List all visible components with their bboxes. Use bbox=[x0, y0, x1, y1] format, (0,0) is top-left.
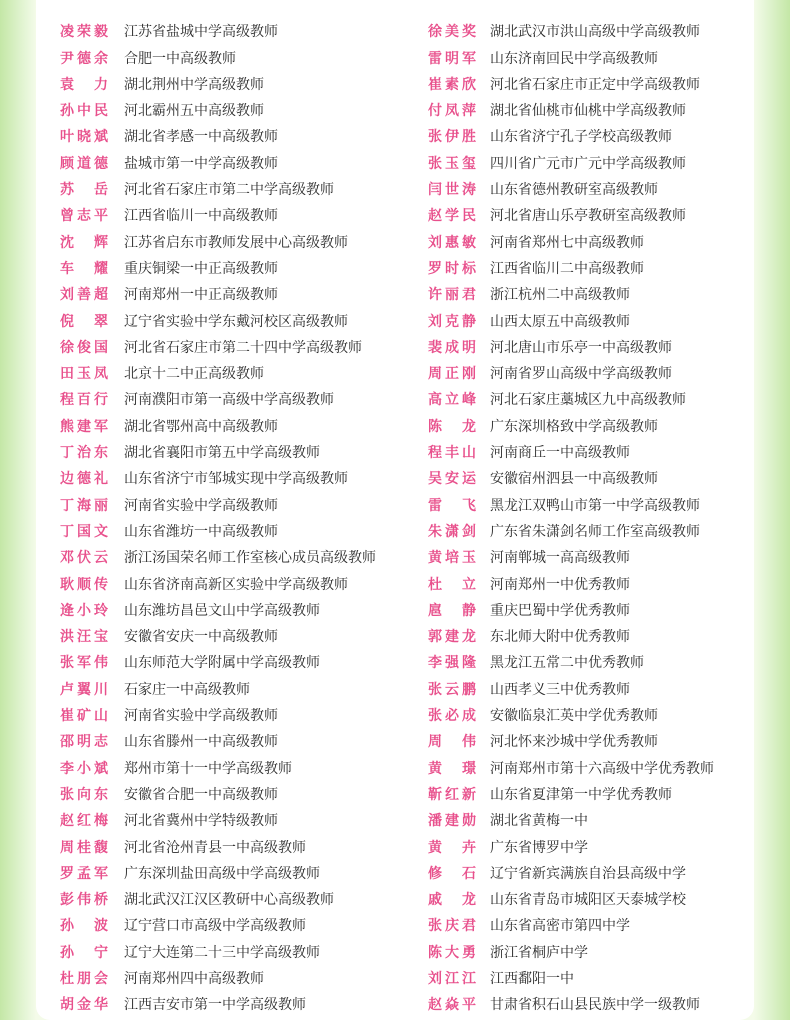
teacher-title: 重庆巴蜀中学优秀教师 bbox=[490, 602, 630, 619]
teacher-name: 陈龙 bbox=[428, 418, 476, 435]
teacher-name: 周伟 bbox=[428, 734, 476, 751]
teacher-title: 广东省博罗中学 bbox=[490, 839, 588, 856]
teacher-title: 湖北省黄梅一中 bbox=[490, 813, 588, 830]
teacher-title: 湖北荆州中学高级教师 bbox=[124, 76, 264, 93]
teacher-title: 辽宁大连第二十三中学高级教师 bbox=[124, 944, 320, 961]
teacher-name: 徐美奖 bbox=[428, 24, 476, 41]
teacher-title: 河北省石家庄市正定中学高级教师 bbox=[490, 76, 700, 93]
teacher-name: 刘惠敏 bbox=[428, 234, 476, 251]
teacher-title: 湖北武汉市洪山高级中学高级教师 bbox=[490, 24, 700, 41]
teacher-title: 山东省夏津第一中学优秀教师 bbox=[490, 786, 672, 803]
teacher-title: 安徽省安庆一中高级教师 bbox=[124, 629, 278, 646]
teacher-name: 扈静 bbox=[428, 602, 476, 619]
teacher-name: 许丽君 bbox=[428, 287, 476, 304]
teacher-title: 河南郑州市第十六高级中学优秀教师 bbox=[490, 760, 714, 777]
teacher-row bbox=[0, 756, 790, 782]
teacher-title: 广东深圳盐田高级中学高级教师 bbox=[124, 865, 320, 882]
teacher-name: 裴成明 bbox=[428, 339, 476, 356]
teacher-name: 靳红新 bbox=[428, 786, 476, 803]
teacher-row bbox=[0, 966, 790, 992]
teacher-name: 边德礼 bbox=[60, 471, 108, 488]
teacher-title: 河南濮阳市第一高级中学高级教师 bbox=[124, 392, 334, 409]
teacher-name: 尹德余 bbox=[60, 50, 108, 67]
teacher-title: 黑龙江五常二中优秀教师 bbox=[490, 655, 644, 672]
teacher-row bbox=[0, 440, 790, 466]
teacher-title: 辽宁营口市高级中学高级教师 bbox=[124, 918, 306, 935]
teacher-name: 修石 bbox=[428, 865, 476, 882]
teacher-title: 河北唐山市乐亭一中高级教师 bbox=[490, 339, 672, 356]
teacher-title: 广东深圳格致中学高级教师 bbox=[490, 418, 658, 435]
teacher-name: 崔素欣 bbox=[428, 76, 476, 93]
teacher-name: 陈大勇 bbox=[428, 944, 476, 961]
teacher-name: 张向东 bbox=[60, 786, 108, 803]
teacher-title: 江苏省启东市教师发展中心高级教师 bbox=[124, 234, 348, 251]
teacher-name: 彭伟桥 bbox=[60, 892, 108, 909]
teacher-name: 张必成 bbox=[428, 708, 476, 725]
teacher-name: 程百行 bbox=[60, 392, 108, 409]
teacher-name: 丁治东 bbox=[60, 445, 108, 462]
teacher-name: 张云鹏 bbox=[428, 681, 476, 698]
teacher-row bbox=[0, 835, 790, 861]
teacher-row bbox=[0, 782, 790, 808]
teacher-title: 江西吉安市第一中学高级教师 bbox=[124, 997, 306, 1014]
teacher-name: 洪汪宝 bbox=[60, 629, 108, 646]
teacher-title: 河南郑州一中正高级教师 bbox=[124, 287, 278, 304]
teacher-title: 山东省济宁孔子学校高级教师 bbox=[490, 129, 672, 146]
teacher-row bbox=[0, 203, 790, 229]
teacher-row bbox=[0, 230, 790, 256]
teacher-name: 周正刚 bbox=[428, 366, 476, 383]
teacher-title: 河北霸州五中高级教师 bbox=[124, 103, 264, 120]
teacher-row bbox=[0, 729, 790, 755]
teacher-title: 河南商丘一中高级教师 bbox=[490, 445, 630, 462]
teacher-name: 黄璟 bbox=[428, 760, 476, 777]
teacher-title: 山东济南回民中学高级教师 bbox=[490, 50, 658, 67]
teacher-title: 河北省冀州中学特级教师 bbox=[124, 813, 278, 830]
teacher-title: 山东省济南高新区实验中学高级教师 bbox=[124, 576, 348, 593]
teacher-title: 河南郸城一高高级教师 bbox=[490, 550, 630, 567]
teacher-name: 刘善超 bbox=[60, 287, 108, 304]
teacher-row bbox=[0, 624, 790, 650]
teacher-title: 山东省青岛市城阳区天泰城学校 bbox=[490, 892, 686, 909]
teacher-title: 河南郑州四中高级教师 bbox=[124, 970, 264, 987]
teacher-title: 湖北省鄂州高中高级教师 bbox=[124, 418, 278, 435]
teacher-row bbox=[0, 545, 790, 571]
teacher-name: 雷飞 bbox=[428, 497, 476, 514]
teacher-title: 山东省潍坊一中高级教师 bbox=[124, 523, 278, 540]
teacher-title: 河南省实验中学高级教师 bbox=[124, 708, 278, 725]
teacher-name: 丁海丽 bbox=[60, 497, 108, 514]
teacher-name: 黄培玉 bbox=[428, 550, 476, 567]
teacher-name: 程丰山 bbox=[428, 445, 476, 462]
teacher-row bbox=[0, 493, 790, 519]
teacher-row bbox=[0, 0, 790, 19]
teacher-name: 熊建军 bbox=[60, 418, 108, 435]
teacher-title: 河南省实验中学高级教师 bbox=[124, 497, 278, 514]
teacher-title: 四川省广元市广元中学高级教师 bbox=[490, 155, 686, 172]
teacher-title: 辽宁省新宾满族自治县高级中学 bbox=[490, 865, 686, 882]
teacher-name: 沈辉 bbox=[60, 234, 108, 251]
teacher-row bbox=[0, 808, 790, 834]
teacher-name: 凌荣毅 bbox=[60, 24, 108, 41]
teacher-name: 杜立 bbox=[428, 576, 476, 593]
teacher-title: 山东潍坊昌邑文山中学高级教师 bbox=[124, 602, 320, 619]
teacher-name: 张军伟 bbox=[60, 655, 108, 672]
teacher-title: 山西孝义三中优秀教师 bbox=[490, 681, 630, 698]
teacher-name: 胡金华 bbox=[60, 997, 108, 1014]
teacher-title: 河北石家庄藁城区九中高级教师 bbox=[490, 392, 686, 409]
teacher-name: 闫世涛 bbox=[428, 182, 476, 199]
teacher-name: 苏岳 bbox=[60, 182, 108, 199]
teacher-title: 河南省郑州七中高级教师 bbox=[490, 234, 644, 251]
teacher-title: 山东省滕州一中高级教师 bbox=[124, 734, 278, 751]
teacher-name: 耿顺传 bbox=[60, 576, 108, 593]
teacher-name: 黄卉 bbox=[428, 839, 476, 856]
teacher-row bbox=[0, 466, 790, 492]
teacher-row bbox=[0, 861, 790, 887]
teacher-title: 黑龙江双鸭山市第一中学高级教师 bbox=[490, 497, 700, 514]
teacher-name: 孙宁 bbox=[60, 944, 108, 961]
teacher-name: 朱潇剑 bbox=[428, 523, 476, 540]
teacher-name: 吴安运 bbox=[428, 471, 476, 488]
teacher-name: 周桂馥 bbox=[60, 839, 108, 856]
teacher-name: 田玉凤 bbox=[60, 366, 108, 383]
teacher-title: 山东省高密市第四中学 bbox=[490, 918, 630, 935]
teacher-title: 河北省石家庄市第二十四中学高级教师 bbox=[124, 339, 362, 356]
teacher-title: 湖北省襄阳市第五中学高级教师 bbox=[124, 445, 320, 462]
teacher-title: 合肥一中高级教师 bbox=[124, 50, 236, 67]
teacher-name: 徐俊国 bbox=[60, 339, 108, 356]
teacher-title: 东北师大附中优秀教师 bbox=[490, 629, 630, 646]
teacher-title: 安徽省合肥一中高级教师 bbox=[124, 786, 278, 803]
teacher-row bbox=[0, 282, 790, 308]
teacher-title: 湖北武汉江汉区教研中心高级教师 bbox=[124, 892, 334, 909]
teacher-row bbox=[0, 124, 790, 150]
teacher-name: 邓伏云 bbox=[60, 550, 108, 567]
teacher-name: 孙波 bbox=[60, 918, 108, 935]
teacher-name: 丁国文 bbox=[60, 523, 108, 540]
teacher-name: 崔矿山 bbox=[60, 708, 108, 725]
teacher-title: 郑州市第十一中学高级教师 bbox=[124, 760, 292, 777]
teacher-name: 雷明军 bbox=[428, 50, 476, 67]
teacher-name: 李强隆 bbox=[428, 655, 476, 672]
teacher-name: 曾志平 bbox=[60, 208, 108, 225]
teacher-title: 河北怀来沙城中学优秀教师 bbox=[490, 734, 658, 751]
teacher-name: 逄小玲 bbox=[60, 602, 108, 619]
teacher-row bbox=[0, 650, 790, 676]
teacher-title: 河南郑州一中优秀教师 bbox=[490, 576, 630, 593]
teacher-row bbox=[0, 598, 790, 624]
teacher-row bbox=[0, 335, 790, 361]
teacher-name: 赵焱平 bbox=[428, 997, 476, 1014]
teacher-name: 张玉玺 bbox=[428, 155, 476, 172]
teacher-title: 河南省罗山高级中学高级教师 bbox=[490, 366, 672, 383]
teacher-title: 河北省石家庄市第二中学高级教师 bbox=[124, 182, 334, 199]
teacher-title: 安徽临泉汇英中学优秀教师 bbox=[490, 708, 658, 725]
teacher-name: 倪翠 bbox=[60, 313, 108, 330]
teacher-title: 山东省济宁市邹城实现中学高级教师 bbox=[124, 471, 348, 488]
teacher-row bbox=[0, 309, 790, 335]
teacher-name: 袁力 bbox=[60, 76, 108, 93]
teacher-row bbox=[0, 940, 790, 966]
teacher-name: 张庆君 bbox=[428, 918, 476, 935]
teacher-title: 河北省沧州青县一中高级教师 bbox=[124, 839, 306, 856]
teacher-title: 江西省临川一中高级教师 bbox=[124, 208, 278, 225]
teacher-row bbox=[0, 519, 790, 545]
teacher-name: 郭建龙 bbox=[428, 629, 476, 646]
teacher-row bbox=[0, 913, 790, 939]
teacher-row bbox=[0, 992, 790, 1018]
teacher-title: 浙江杭州二中高级教师 bbox=[490, 287, 630, 304]
teacher-title: 辽宁省实验中学东戴河校区高级教师 bbox=[124, 313, 348, 330]
teacher-row bbox=[0, 151, 790, 177]
teacher-title: 北京十二中正高级教师 bbox=[124, 366, 264, 383]
teacher-title: 湖北省仙桃市仙桃中学高级教师 bbox=[490, 103, 686, 120]
teacher-title: 浙江省桐庐中学 bbox=[490, 944, 588, 961]
teacher-name: 高立峰 bbox=[428, 392, 476, 409]
teacher-title: 盐城市第一中学高级教师 bbox=[124, 155, 278, 172]
teacher-name: 叶晓斌 bbox=[60, 129, 108, 146]
teacher-title: 广东省朱潇剑名师工作室高级教师 bbox=[490, 523, 700, 540]
teacher-name: 付凤萍 bbox=[428, 103, 476, 120]
teacher-title: 石家庄一中高级教师 bbox=[124, 681, 250, 698]
teacher-name: 赵学民 bbox=[428, 208, 476, 225]
teacher-name: 杜朋会 bbox=[60, 970, 108, 987]
teacher-row bbox=[0, 46, 790, 72]
teacher-title: 山东师范大学附属中学高级教师 bbox=[124, 655, 320, 672]
teacher-row bbox=[0, 72, 790, 98]
teacher-row bbox=[0, 387, 790, 413]
teacher-title: 河北省唐山乐亭教研室高级教师 bbox=[490, 208, 686, 225]
teacher-name: 戚龙 bbox=[428, 892, 476, 909]
teacher-title: 江西鄱阳一中 bbox=[490, 970, 574, 987]
teacher-title: 安徽宿州泗县一中高级教师 bbox=[490, 471, 658, 488]
teacher-title: 重庆铜梁一中正高级教师 bbox=[124, 260, 278, 277]
teacher-title: 江苏省盐城中学高级教师 bbox=[124, 24, 278, 41]
teacher-row bbox=[0, 361, 790, 387]
teacher-name: 刘江江 bbox=[428, 970, 476, 987]
teacher-name: 车耀 bbox=[60, 260, 108, 277]
teacher-name: 罗时标 bbox=[428, 260, 476, 277]
teacher-row bbox=[0, 703, 790, 729]
teacher-row bbox=[0, 572, 790, 598]
teacher-row bbox=[0, 19, 790, 45]
teacher-name: 张伊胜 bbox=[428, 129, 476, 146]
teacher-title: 山东省德州教研室高级教师 bbox=[490, 182, 658, 199]
teacher-row bbox=[0, 98, 790, 124]
teacher-name: 潘建勋 bbox=[428, 813, 476, 830]
teacher-name: 邵明志 bbox=[60, 734, 108, 751]
teacher-row bbox=[0, 677, 790, 703]
teacher-name: 赵红梅 bbox=[60, 813, 108, 830]
teacher-row bbox=[0, 177, 790, 203]
teacher-name: 李小斌 bbox=[60, 760, 108, 777]
teacher-name: 顾道德 bbox=[60, 155, 108, 172]
teacher-title: 山西太原五中高级教师 bbox=[490, 313, 630, 330]
teacher-name: 刘克静 bbox=[428, 313, 476, 330]
teacher-row bbox=[0, 887, 790, 913]
teacher-name: 卢翼川 bbox=[60, 681, 108, 698]
teacher-row bbox=[0, 256, 790, 282]
teacher-row bbox=[0, 414, 790, 440]
teacher-title: 江西省临川二中高级教师 bbox=[490, 260, 644, 277]
teacher-name: 罗孟军 bbox=[60, 865, 108, 882]
teacher-name: 孙中民 bbox=[60, 103, 108, 120]
teacher-title: 浙江汤国荣名师工作室核心成员高级教师 bbox=[124, 550, 376, 567]
teacher-title: 湖北省孝感一中高级教师 bbox=[124, 129, 278, 146]
teacher-title: 甘肃省积石山县民族中学一级教师 bbox=[490, 997, 700, 1014]
